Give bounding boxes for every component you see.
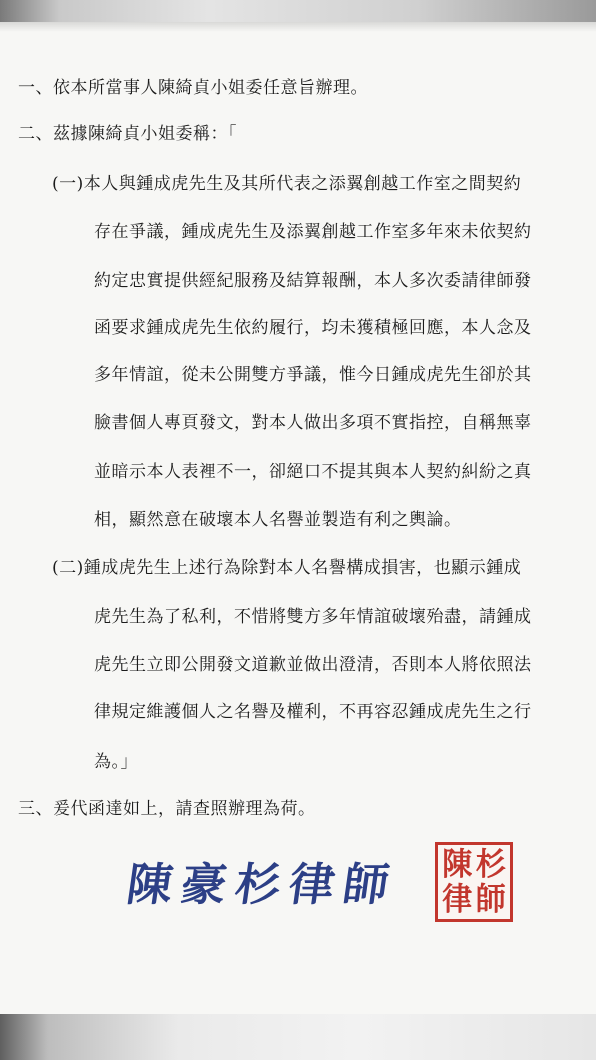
- sub-item-2-line-1: (二)鍾成虎先生上述行為除對本人名譽構成損害，也顯示鍾成: [52, 558, 522, 578]
- sub-item-1-line-3: 約定忠實提供經紀服務及結算報酬，本人多次委請律師發: [94, 271, 532, 291]
- sub-item-1-line-5: 多年情誼，從未公開雙方爭議，惟今日鍾成虎先生卻於其: [94, 365, 532, 385]
- sub-item-1-line-7: 並暗示本人表裡不一，卻絕口不提其與本人契約糾紛之真: [94, 462, 532, 482]
- sub-item-1-line-1: (一)本人與鍾成虎先生及其所代表之添翼創越工作室之間契約: [52, 174, 522, 194]
- page-top-edge: [0, 0, 596, 22]
- sub-item-1-line-8: 相，顯然意在破壞本人名譽並製造有利之輿論。: [94, 510, 462, 530]
- sub-item-1-line-6: 臉書個人專頁發文，對本人做出多項不實指控，自稱無辜: [94, 413, 532, 433]
- seal-char: 師: [475, 881, 506, 918]
- seal-char: 杉: [475, 846, 506, 883]
- letter-item-2: 二、茲據陳綺貞小姐委稱：「: [18, 124, 237, 144]
- lawyer-signature: 陳豪杉律師: [123, 858, 402, 911]
- letter-item-1: 一、依本所當事人陳綺貞小姐委任意旨辦理。: [18, 78, 368, 98]
- seal-char: 陳: [442, 846, 473, 883]
- sub-item-2-line-4: 律規定維護個人之名譽及權利，不再容忍鍾成虎先生之行: [94, 702, 532, 722]
- sub-item-1-line-4: 函要求鍾成虎先生依約履行，均未獲積極回應，本人念及: [94, 318, 532, 338]
- sub-item-2-line-5: 為。」: [94, 752, 138, 772]
- sub-item-1-line-2: 存在爭議，鍾成虎先生及添翼創越工作室多年來未依契約: [94, 222, 532, 242]
- seal-char: 律: [442, 881, 473, 918]
- sub-item-2-line-3: 虎先生立即公開發文道歉並做出澄清，否則本人將依照法: [94, 655, 532, 675]
- letter-item-3: 三、爰代函達如上，請查照辦理為荷。: [18, 799, 316, 819]
- page-bottom-edge: [0, 1014, 596, 1060]
- sub-item-2-line-2: 虎先生為了私利，不惜將雙方多年情誼破壞殆盡，請鍾成: [94, 607, 532, 627]
- lawyer-seal-stamp: [435, 842, 513, 922]
